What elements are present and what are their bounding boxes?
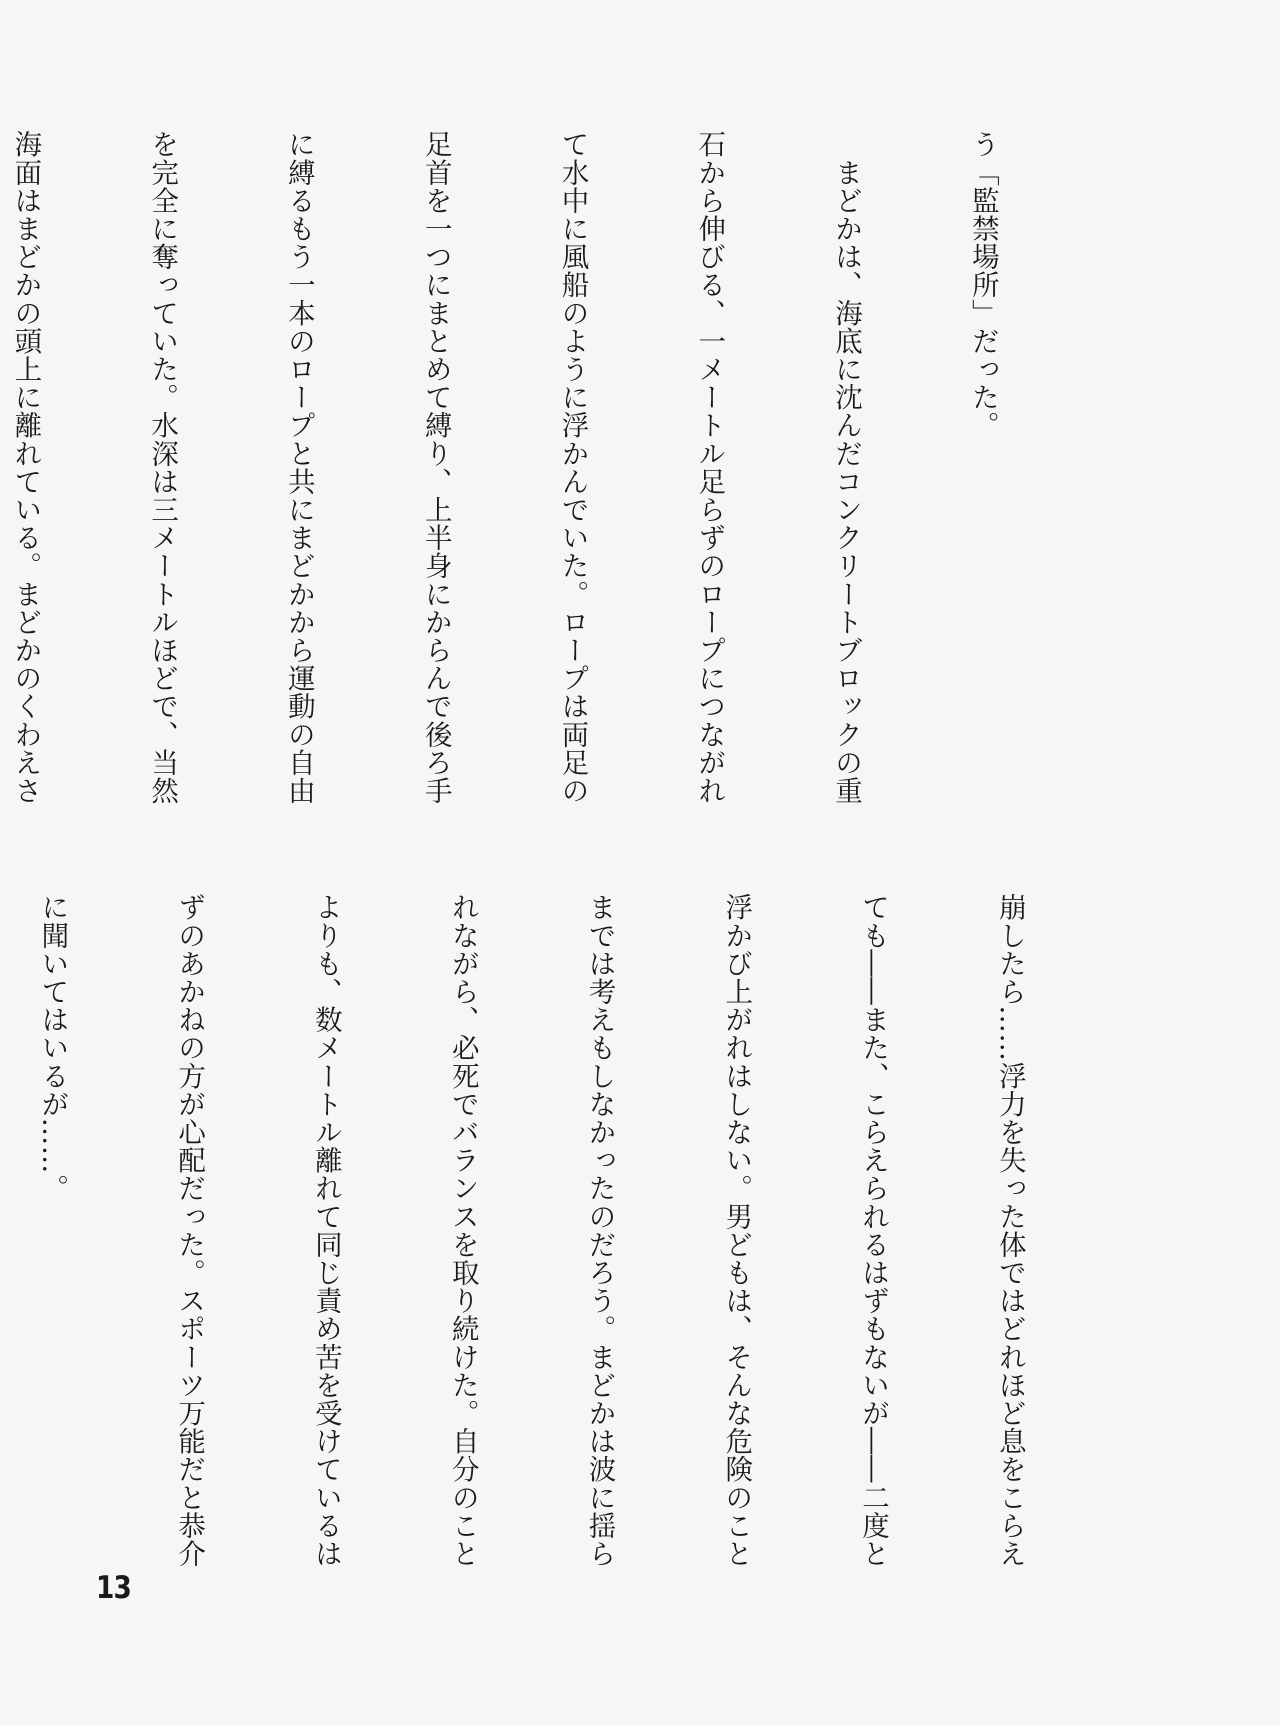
text-line: に聞いてはいるが……。: [36, 893, 69, 1203]
text-line: までは考えもしなかったのだろう。まどかは波に揺ら: [583, 893, 616, 1568]
text-line: 石から伸びる、一メートル足らずのロープにつながれ: [693, 130, 726, 805]
text-line: ずのあかねの方が心配だった。スポーツ万能だと恭介: [173, 893, 206, 1568]
text-line: 足首を一つにまとめて縛り、上半身にからんで後ろ手: [419, 130, 452, 805]
text-block-bottom: [0, 893, 1123, 1568]
text-line: まどかは、海底に沈んだコンクリートブロックの重: [830, 130, 863, 805]
text-line: 崩したら……浮力を失った体ではどれほど息をこらえ: [993, 893, 1026, 1568]
text-line: う「監禁場所」だった。: [966, 130, 999, 440]
text-line: 海面はまどかの頭上に離れている。まどかのくわえさ: [9, 130, 42, 805]
text-line: を完全に奪っていた。水深は三メートルほどで、当然: [146, 130, 179, 805]
page-number: 13: [96, 1570, 131, 1606]
text-line: よりも、数メートル離れて同じ責め苦を受けているは: [309, 893, 342, 1568]
text-line: て水中に風船のように浮かんでいた。ロープは両足の: [556, 130, 589, 805]
text-line: に縛るもう一本のロープと共にまどかから運動の自由: [282, 130, 315, 805]
text-line: れながら、必死でバランスを取り続けた。自分のこと: [446, 893, 479, 1568]
text-block-top: [0, 130, 1096, 805]
text-line: ても――また、こらえられるはずもないが――二度と: [857, 893, 890, 1568]
text-line: 浮かび上がれはしない。男どもは、そんな危険のこと: [720, 893, 753, 1568]
